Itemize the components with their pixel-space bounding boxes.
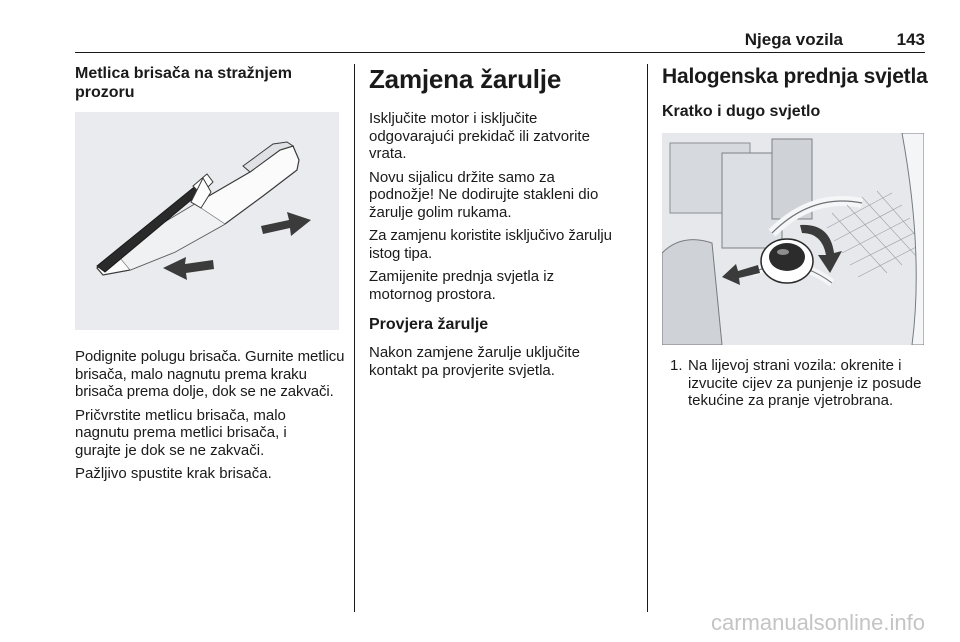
column-divider-2 (647, 64, 648, 612)
section-heading-bulb-replacement: Zamjena žarulje (369, 64, 562, 94)
subsection-heading-dipped-main-beam: Kratko i dugo svjetlo (662, 103, 821, 120)
header-rule (75, 52, 925, 53)
column-bulb-replacement (369, 64, 637, 379)
column-rear-wiper (75, 64, 345, 483)
paragraph: Nakon zamjene žarulje uključite kontakt pa provjerite svjetla. (369, 344, 580, 379)
steps-list (662, 357, 926, 410)
step-text: Na lijevoj strani vozila: okrenite i izvucite cijev za punjenje iz posude tekućine za pranje vjetrobrana. (688, 357, 922, 409)
page-header (75, 30, 925, 50)
column-divider-1 (354, 64, 355, 612)
rear-wiper-blade-illustration (75, 112, 339, 330)
subsection-heading-bulb-check: Provjera žarulje (369, 316, 489, 333)
paragraph: Novu sijalicu držite samo za podnožje! Ne dodirujte stakleni dio žarulje golim rukama. (369, 168, 599, 221)
step-number: 1. (670, 357, 683, 374)
section-heading-rear-wiper: Metlica brisača na stražnjem prozoru (75, 65, 292, 101)
watermark: carmanualsonline.info (710, 610, 925, 635)
paragraph: Za zamjenu koristite isključivo žarulju istog tipa. (369, 227, 612, 262)
list-item (662, 357, 926, 410)
page-number: 143 (896, 30, 925, 49)
paragraph: Isključite motor i isključite odgovarajući prekidač ili zatvorite vrata. (369, 110, 590, 162)
chapter-title: Njega vozila (744, 30, 843, 49)
paragraph: Pažljivo spustite krak brisača. (75, 465, 272, 482)
engine-compartment-washer-reservoir-illustration (662, 133, 924, 345)
paragraph: Zamijenite prednja svjetla iz motornog prostora. (369, 268, 555, 303)
paragraph: Podignite polugu brisača. Gurnite metlicu brisača, malo nagnutu prema kraku brisača prema dolje, dok se ne zakvači. (75, 348, 345, 400)
column-halogen-headlights (662, 64, 926, 410)
section-heading-halogen-headlights: Halogenska prednja svjetla (662, 65, 928, 88)
paragraph: Pričvrstite metlicu brisača, malo nagnutu prema metlici brisača, i gurajte je dok se ne zakvači. (75, 406, 287, 459)
